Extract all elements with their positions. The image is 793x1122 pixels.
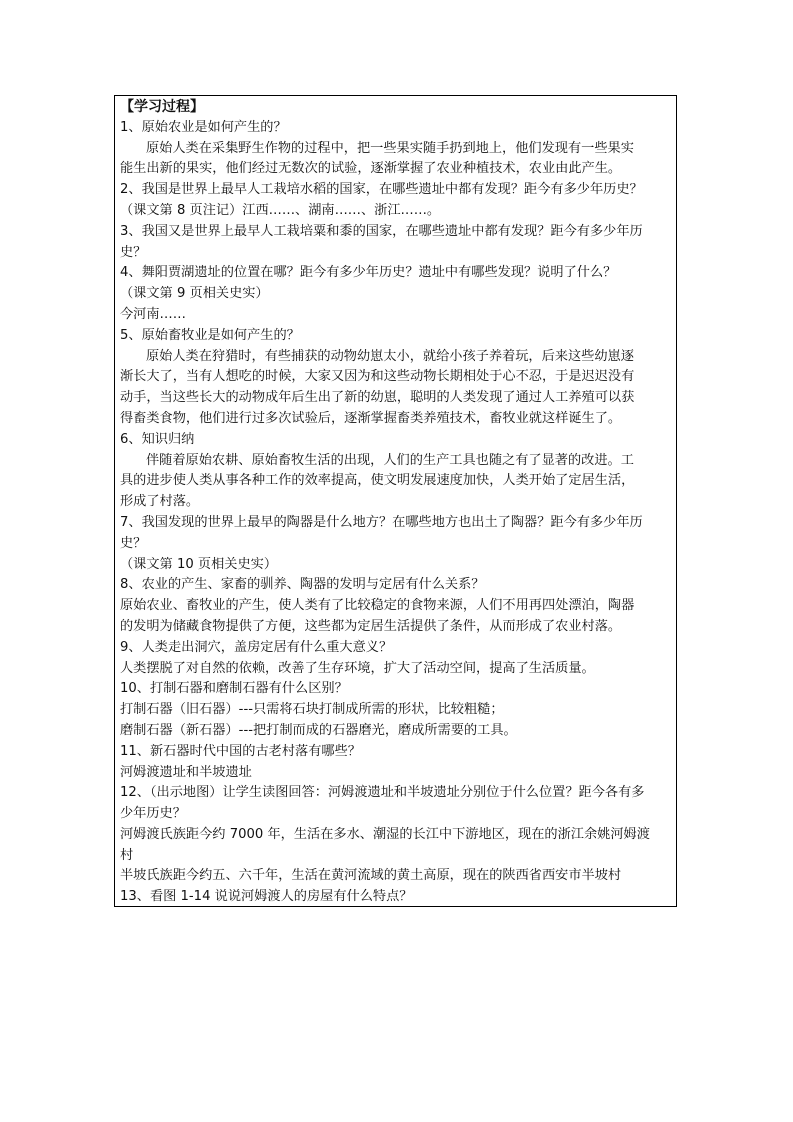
- question-4-reference: （课文第 9 页相关史实）: [120, 286, 269, 302]
- answer-12-line-2: 村: [120, 847, 134, 863]
- answer-8-line-1: 原始农业、畜牧业的产生，使人类有了比较稳定的食物来源，人们不用再四处漂泊，陶器: [120, 598, 635, 614]
- answer-6-line-1: 伴随着原始农耕、原始畜牧生活的出现，人们的生产工具也随之有了显著的改进。工: [146, 452, 634, 468]
- question-12-line-2: 少年历史？: [120, 806, 186, 822]
- question-6: 6、知识归纳: [120, 431, 195, 447]
- question-12-line-1: 12、（出示地图）让学生读图回答：河姆渡遗址和半坡遗址分别位于什么位置？距今各有多: [120, 785, 645, 801]
- answer-5-line-3: 动手，当这些长大的动物成年后生出了新的幼崽，聪明的人类发现了通过人工养殖可以获: [120, 390, 635, 406]
- answer-11: 河姆渡遗址和半坡遗址: [120, 764, 252, 780]
- question-4: 4、舞阳贾湖遗址的位置在哪？距今有多少年历史？遗址中有哪些发现？说明了什么？: [120, 265, 617, 281]
- answer-1-line-1: 原始人类在采集野生作物的过程中，把一些果实随手扔到地上，他们发现有一些果实: [146, 140, 634, 156]
- question-2: 2、我国是世界上最早人工栽培水稻的国家，在哪些遗址中都有发现？距今有多少年历史？: [120, 182, 643, 198]
- question-9: 9、人类走出洞穴，盖房定居有什么重大意义？: [120, 639, 393, 655]
- answer-9: 人类摆脱了对自然的依赖，改善了生存环境，扩大了活动空间，提高了生活质量。: [120, 660, 595, 676]
- answer-8-line-2: 的发明为储藏食物提供了方便，这些都为定居生活提供了条件，从而形成了农业村落。: [120, 618, 622, 634]
- question-13: 13、看图 1-14 说说河姆渡人的房屋有什么特点？: [120, 889, 413, 905]
- answer-10-line-1: 打制石器（旧石器）---只需将石块打制成所需的形状，比较粗糙；: [120, 702, 504, 718]
- answer-5-line-1: 原始人类在狩猎时，有些捕获的动物幼崽太小，就给小孩子养着玩，后来这些幼崽逐: [146, 348, 634, 364]
- question-7-line-1: 7、我国发现的世界上最早的陶器是什么地方？在哪些地方也出土了陶器？距今有多少年历: [120, 514, 643, 530]
- question-7-reference: （课文第 10 页相关史实）: [120, 556, 278, 572]
- question-8: 8、农业的产生、家畜的驯养、陶器的发明与定居有什么关系？: [120, 577, 485, 593]
- answer-5-line-4: 得畜类食物，他们进行过多次试验后，逐渐掌握畜类养殖技术，畜牧业就这样诞生了。: [120, 410, 622, 426]
- answer-4: 今河南……: [120, 306, 186, 322]
- answer-2: （课文第 8 页注记）江西……、湖南……、浙江……。: [120, 202, 441, 218]
- answer-1-line-2: 能生出新的果实，他们经过无数次的试验，逐渐掌握了农业种植技术，农业由此产生。: [120, 161, 622, 177]
- question-1: 1、原始农业是如何产生的？: [120, 119, 287, 135]
- question-10: 10、打制石器和磨制石器有什么区别？: [120, 681, 348, 697]
- answer-5-line-2: 渐长大了，当有人想吃的时候，大家又因为和这些动物长期相处于心不忍，于是迟迟没有: [120, 369, 635, 385]
- answer-12-line-3: 半坡氏族距今约五、六千年，生活在黄河流域的黄土高原，现在的陕西省西安市半坡村: [120, 868, 622, 884]
- answer-6-line-2: 具的进步使人类从事各种工作的效率提高，使文明发展速度加快，人类开始了定居生活，: [120, 473, 635, 489]
- question-3-line-2: 史？: [120, 244, 147, 260]
- question-7-line-2: 史？: [120, 535, 147, 551]
- question-3-line-1: 3、我国又是世界上最早人工栽培粟和黍的国家，在哪些遗址中都有发现？距今有多少年历: [120, 223, 643, 239]
- answer-12-line-1: 河姆渡氏族距今约 7000 年，生活在多水、潮湿的长江中下游地区，现在的浙江余姚河姆渡: [120, 826, 650, 842]
- answer-10-line-2: 磨制石器（新石器）---把打制而成的石器磨光，磨成所需要的工具。: [120, 722, 517, 738]
- section-title: 【学习过程】: [120, 99, 204, 115]
- question-5: 5、原始畜牧业是如何产生的？: [120, 327, 300, 343]
- question-11: 11、新石器时代中国的古老村落有哪些？: [120, 743, 361, 759]
- learning-process-table-cell: [114, 95, 677, 907]
- answer-6-line-3: 形成了村落。: [120, 494, 200, 510]
